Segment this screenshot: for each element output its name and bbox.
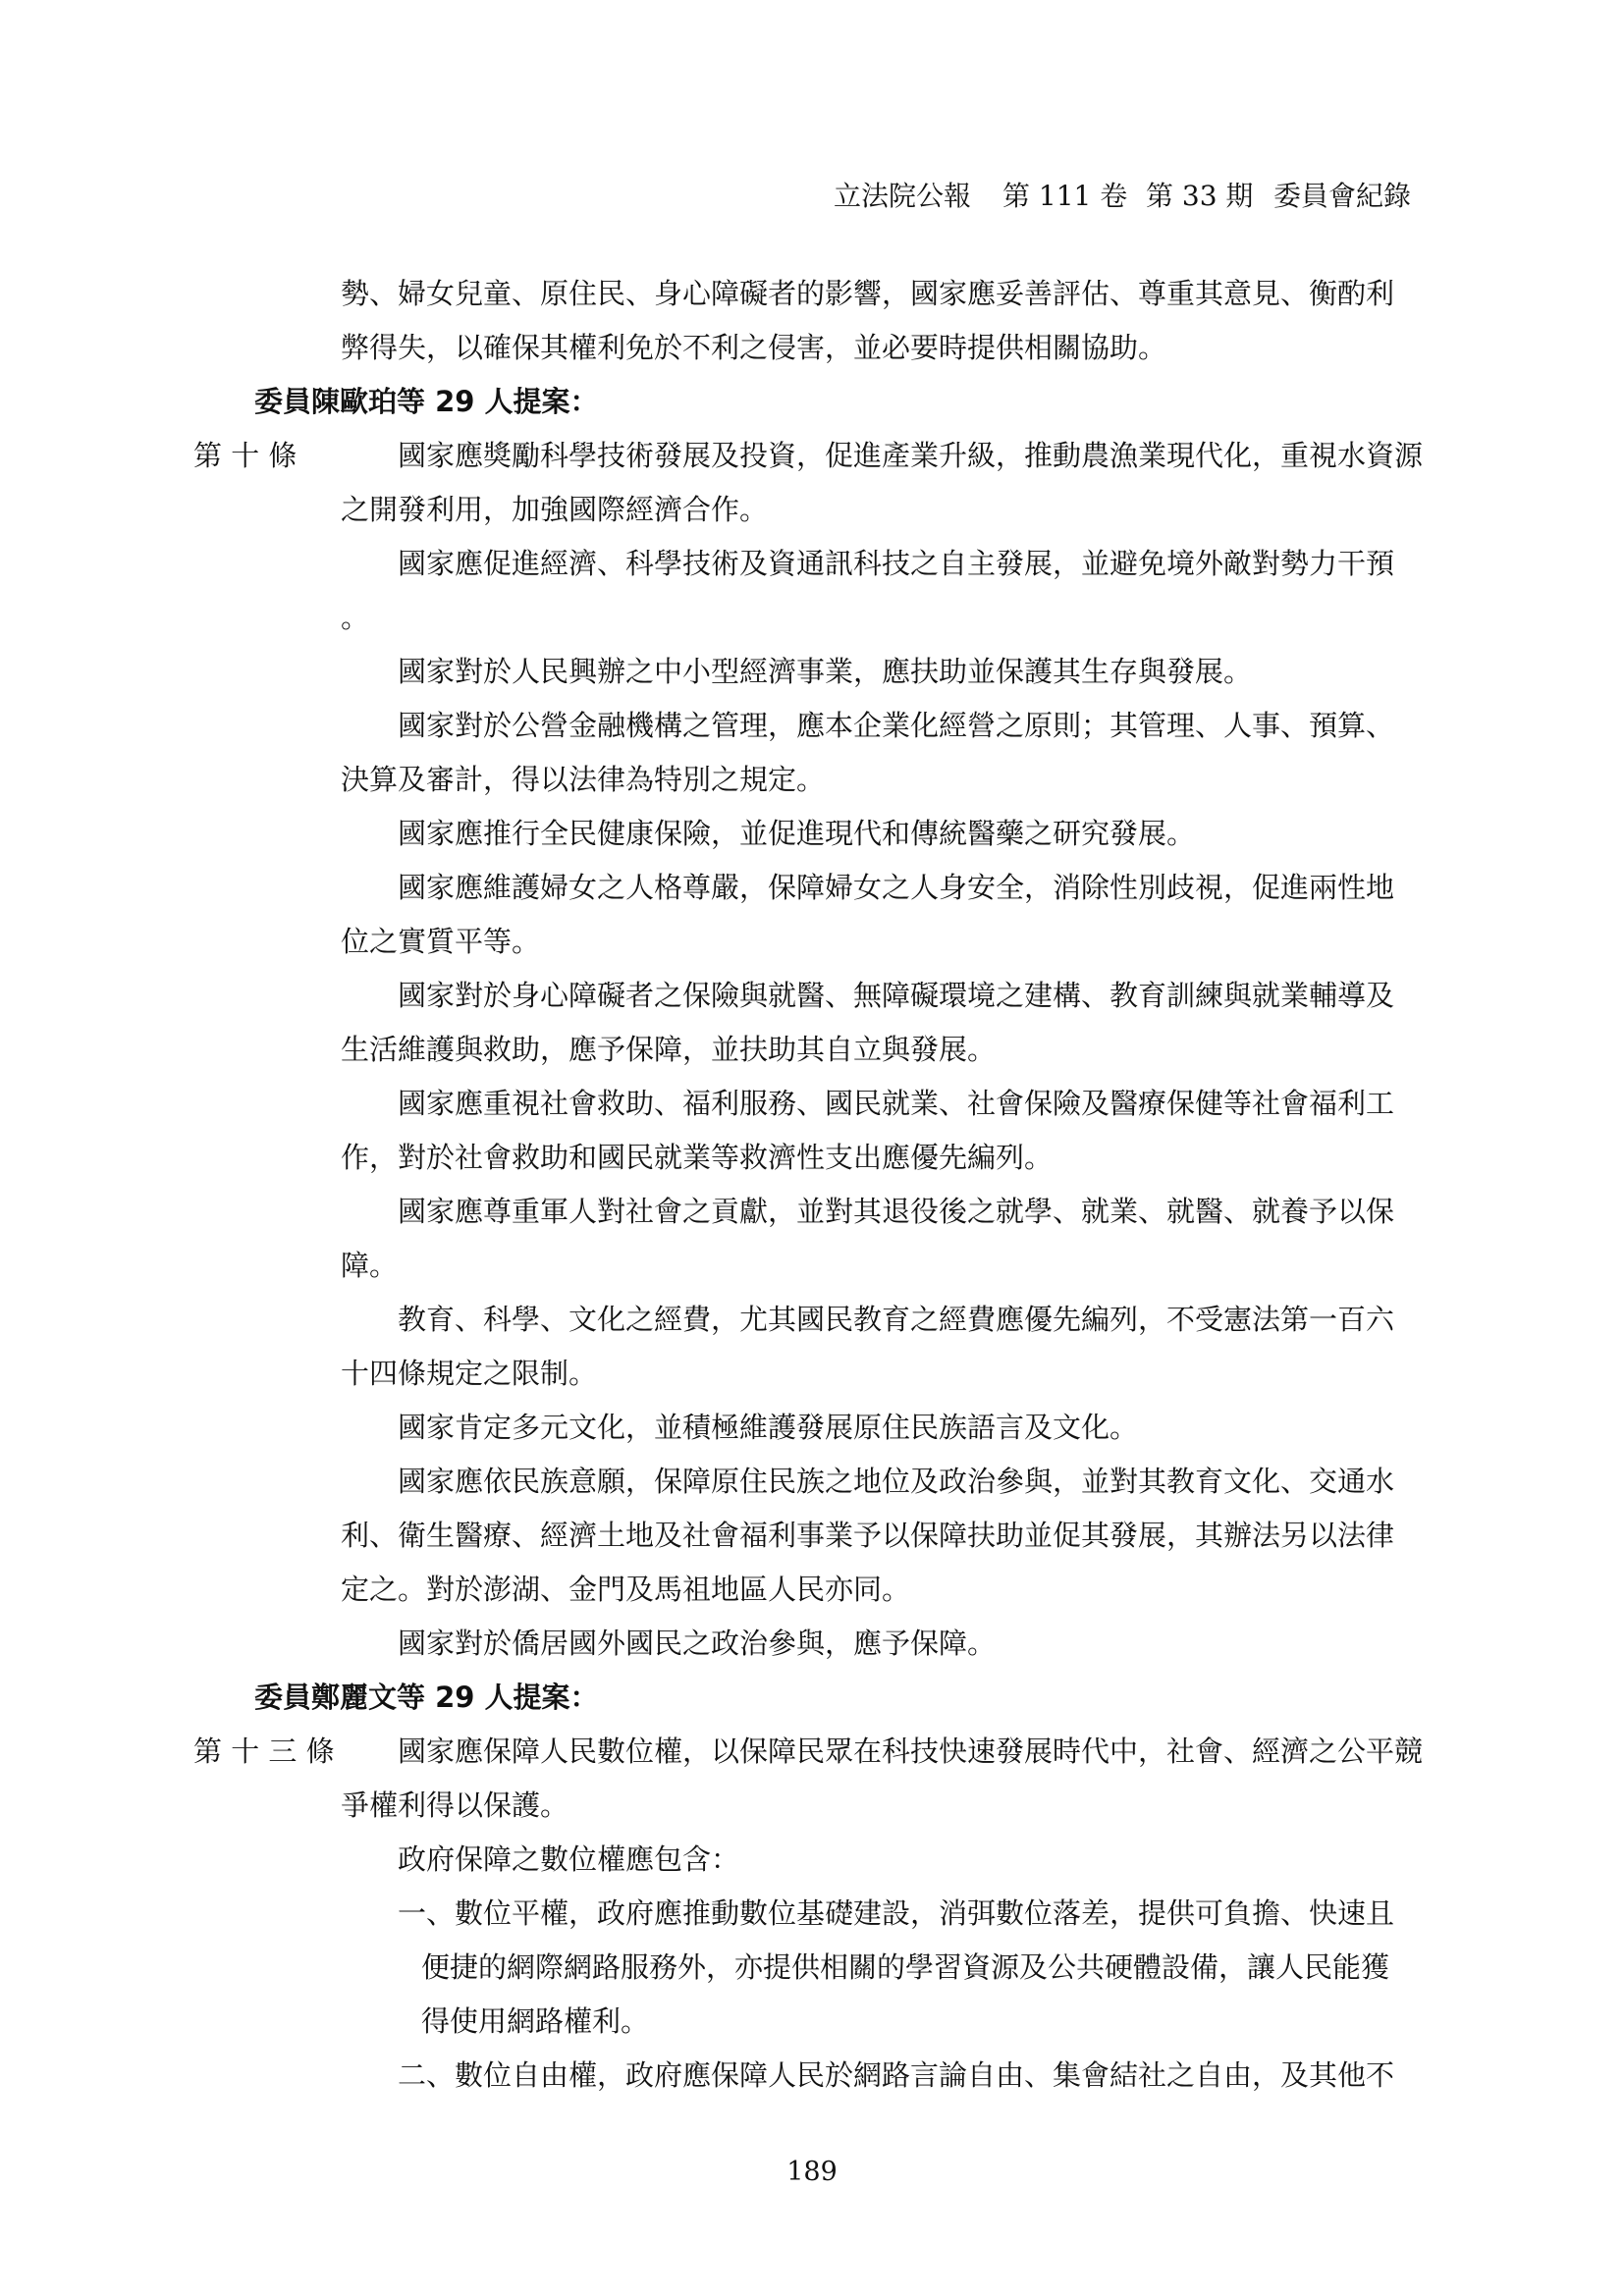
line-text: 作，對於社會救助和國民就業等救濟性支出應優先編列。 [341, 1141, 1054, 1174]
text-line [193, 1995, 1431, 2049]
text-line [193, 591, 1431, 645]
line-text: 國家應推行全民健康保險，並促進現代和傳統醫藥之研究發展。 [398, 817, 1196, 850]
text-line [193, 2049, 1431, 2103]
line-text: 國家應保障人民數位權，以保障民眾在科技快速發展時代中，社會、經濟之公平競 [398, 1735, 1424, 1768]
article-line [193, 1725, 1431, 1779]
article-label: 第 十 三 條 [193, 1735, 335, 1768]
line-text: 國家肯定多元文化，並積極維護發展原住民族語言及文化。 [398, 1411, 1139, 1444]
line-text: 國家對於人民興辦之中小型經濟事業，應扶助並保護其生存與發展。 [398, 655, 1253, 688]
header-issue: 第 33 期 [1146, 180, 1254, 212]
line-text: 國家應獎勵科學技術發展及投資，促進產業升級，推動農漁業現代化，重視水資源 [398, 439, 1424, 472]
text-line [193, 1293, 1431, 1347]
text-line [193, 1239, 1431, 1293]
line-text: 國家應尊重軍人對社會之貢獻，並對其退役後之就學、就業、就醫、就養予以保 [398, 1195, 1395, 1228]
line-text: 委員陳歐珀等 29 人提案： [254, 385, 599, 418]
line-text: 之開發利用，加強國際經濟合作。 [341, 493, 769, 526]
text-line [193, 1833, 1431, 1887]
text-line [193, 1185, 1431, 1239]
text-line [193, 1563, 1431, 1617]
line-text: 國家應促進經濟、科學技術及資通訊科技之自主發展，並避免境外敵對勢力干預 [398, 547, 1395, 580]
line-text: 國家對於身心障礙者之保險與就醫、無障礙環境之建構、教育訓練與就業輔導及 [398, 979, 1395, 1012]
article-line [193, 429, 1431, 483]
line-text: 決算及審計，得以法律為特別之規定。 [341, 763, 826, 796]
line-text: 定之。對於澎湖、金門及馬祖地區人民亦同。 [341, 1573, 911, 1606]
header-volume: 第 111 卷 [1002, 180, 1128, 212]
text-line [193, 483, 1431, 537]
line-text: 位之實質平等。 [341, 925, 541, 958]
text-line [193, 1455, 1431, 1509]
line-text: 國家應重視社會救助、福利服務、國民就業、社會保險及醫療保健等社會福利工 [398, 1087, 1395, 1120]
line-text: 政府保障之數位權應包含： [398, 1842, 740, 1876]
text-line [193, 645, 1431, 699]
text-line [193, 1401, 1431, 1455]
header-section: 委員會紀錄 [1273, 180, 1412, 212]
line-text: 二、數位自由權，政府應保障人民於網路言論自由、集會結社之自由，及其他不 [398, 2058, 1395, 2092]
line-text: 生活維護與救助，應予保障，並扶助其自立與發展。 [341, 1033, 997, 1066]
line-text: 十四條規定之限制。 [341, 1357, 598, 1390]
line-text: 障。 [341, 1249, 399, 1282]
article-label: 第 十 條 [193, 439, 298, 472]
text-line [193, 1779, 1431, 1833]
line-text: 便捷的網際網路服務外，亦提供相關的學習資源及公共硬體設備，讓人民能獲 [421, 1950, 1390, 1984]
line-text: 教育、科學、文化之經費，尤其國民教育之經費應優先編列，不受憲法第一百六 [398, 1303, 1395, 1336]
text-line [193, 1941, 1431, 1995]
text-line [193, 321, 1431, 375]
text-line [193, 915, 1431, 969]
line-text: 爭權利得以保護。 [341, 1789, 569, 1822]
text-line [193, 1131, 1431, 1185]
line-text: 國家應維護婦女之人格尊嚴，保障婦女之人身安全，消除性別歧視，促進兩性地 [398, 871, 1395, 904]
text-line [193, 753, 1431, 807]
text-line [193, 1023, 1431, 1077]
line-text: 弊得失，以確保其權利免於不利之侵害，並必要時提供相關協助。 [341, 331, 1167, 364]
text-line [193, 267, 1431, 321]
text-line [193, 1887, 1431, 1941]
line-text: 得使用網路權利。 [421, 2004, 650, 2038]
text-line [193, 1509, 1431, 1563]
text-line [193, 699, 1431, 753]
text-line [193, 1077, 1431, 1131]
proposer-heading [193, 1671, 1431, 1725]
line-text: 一、數位平權，政府應推動數位基礎建設，消弭數位落差，提供可負擔、快速且 [398, 1896, 1395, 1930]
proposer-heading [193, 375, 1431, 429]
document-body [193, 267, 1431, 2103]
line-text: 委員鄭麗文等 29 人提案： [254, 1681, 599, 1714]
text-line [193, 537, 1431, 591]
page-number: 189 [786, 2157, 838, 2187]
text-line [193, 969, 1431, 1023]
header-publication: 立法院公報 [834, 180, 972, 212]
line-text: 利、衛生醫療、經濟土地及社會福利事業予以保障扶助並促其發展，其辦法另以法律 [341, 1519, 1395, 1552]
line-text: 國家對於僑居國外國民之政治參與，應予保障。 [398, 1627, 997, 1660]
line-text: 國家對於公營金融機構之管理，應本企業化經營之原則；其管理、人事、預算、 [398, 709, 1395, 742]
text-line [193, 861, 1431, 915]
text-line [193, 1347, 1431, 1401]
line-text: 國家應依民族意願，保障原住民族之地位及政治參與，並對其教育文化、交通水 [398, 1465, 1395, 1498]
page-header [834, 175, 1423, 218]
line-text: 。 [341, 601, 370, 634]
text-line [193, 807, 1431, 861]
text-line [193, 1617, 1431, 1671]
line-text: 勢、婦女兒童、原住民、身心障礙者的影響，國家應妥善評估、尊重其意見、衡酌利 [341, 277, 1395, 310]
